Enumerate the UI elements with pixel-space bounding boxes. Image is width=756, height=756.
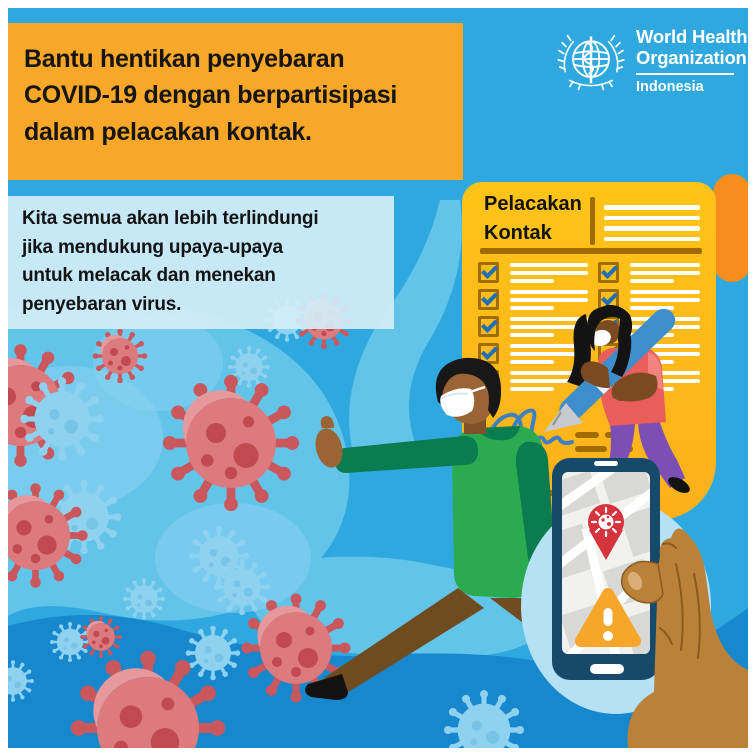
headline-line: COVID-19 dengan berpartisipasi: [24, 81, 398, 110]
message-line: untuk melacak dan menekan: [22, 265, 276, 286]
headline-line: Bantu hentikan penyebaran: [24, 45, 345, 73]
message-line: jika mendukung upaya-upaya: [22, 236, 283, 258]
poster-canvas: [8, 8, 748, 748]
form-title-line: Kontak: [484, 222, 552, 244]
headline-line: dalam pelacakan kontak.: [24, 117, 312, 146]
who-org-line: Organization: [636, 47, 747, 69]
form-title-line: Pelacakan: [484, 193, 582, 215]
who-country-label: Indonesia: [636, 78, 704, 95]
message-line: Kita semua akan lebih terlindungi: [22, 208, 319, 229]
foreground-illustration: [8, 8, 748, 748]
message-line: penyebaran virus.: [22, 293, 182, 315]
who-org-line: World Health: [636, 26, 748, 47]
